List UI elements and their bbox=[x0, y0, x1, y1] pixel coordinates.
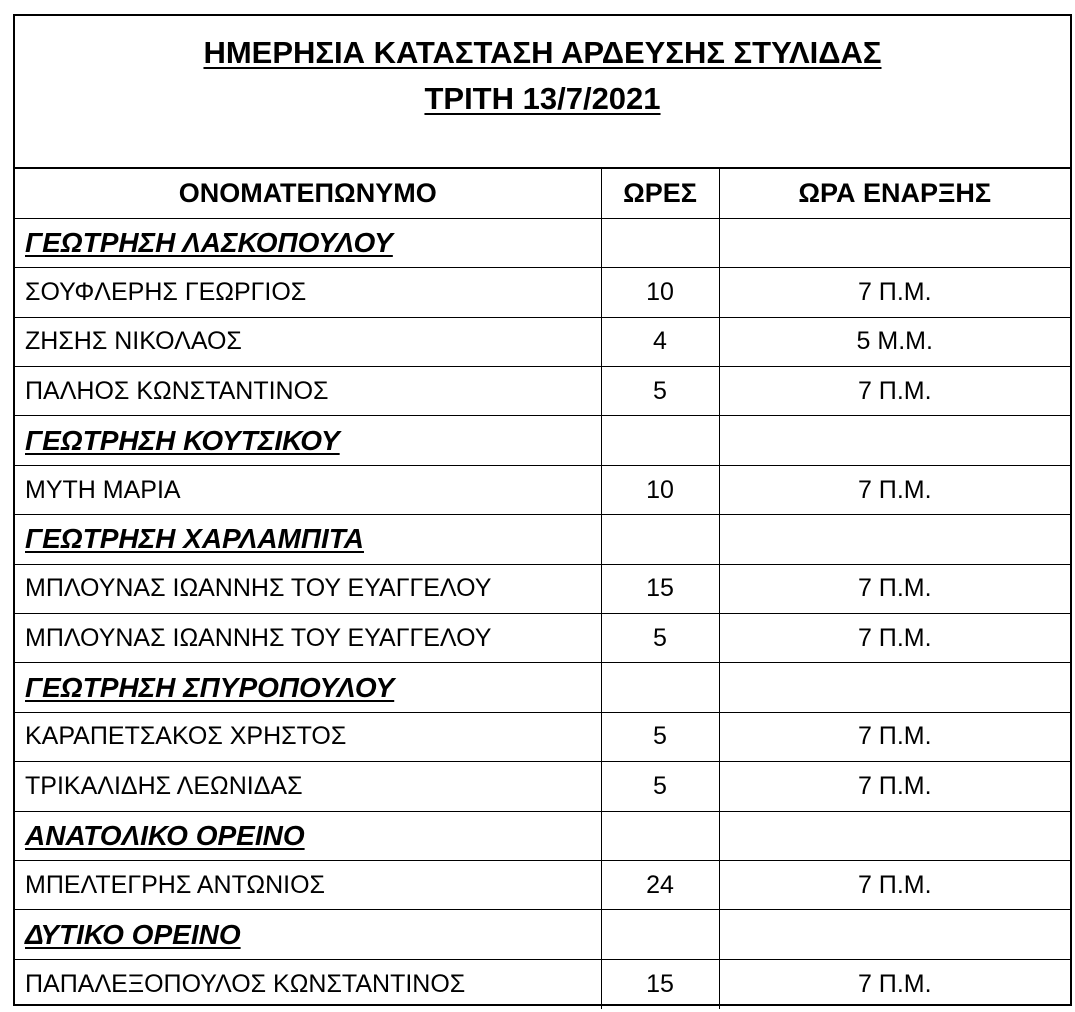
start-time-value: 5 Μ.Μ. bbox=[719, 317, 1070, 366]
section-empty-cell bbox=[601, 515, 719, 564]
section-title: ΓΕΩΤΡΗΣΗ ΛΑΣΚΟΠΟΥΛΟΥ bbox=[15, 218, 601, 267]
table-row bbox=[15, 465, 1070, 514]
section-empty-cell bbox=[719, 663, 1070, 712]
hours-value: 10 bbox=[601, 465, 719, 514]
section-row bbox=[15, 910, 1070, 959]
person-name: ΜΠΛΟΥΝΑΣ ΙΩΑΝΝΗΣ ΤΟΥ ΕΥΑΓΓΕΛΟΥ bbox=[15, 564, 601, 613]
section-empty-cell bbox=[601, 910, 719, 959]
table-row bbox=[15, 712, 1070, 761]
person-name: ΜΠΛΟΥΝΑΣ ΙΩΑΝΝΗΣ ΤΟΥ ΕΥΑΓΓΕΛΟΥ bbox=[15, 614, 601, 663]
start-time-value: 7 Π.Μ. bbox=[719, 860, 1070, 909]
section-empty-cell bbox=[601, 663, 719, 712]
header-name: ΟΝΟΜΑΤΕΠΩΝΥΜΟ bbox=[15, 169, 601, 218]
section-empty-cell bbox=[719, 910, 1070, 959]
hours-value: 15 bbox=[601, 564, 719, 613]
section-title: ΓΕΩΤΡΗΣΗ ΧΑΡΛΑΜΠΙΤΑ bbox=[15, 515, 601, 564]
section-empty-cell bbox=[601, 218, 719, 267]
start-time-value: 7 Π.Μ. bbox=[719, 367, 1070, 416]
person-name: ΚΑΡΑΠΕΤΣΑΚΟΣ ΧΡΗΣΤΟΣ bbox=[15, 712, 601, 761]
header-row bbox=[15, 169, 1070, 218]
section-row bbox=[15, 663, 1070, 712]
person-name: ΠΑΠΑΛΕΞΟΠΟΥΛΟΣ ΚΩΝΣΤΑΝΤΙΝΟΣ bbox=[15, 959, 601, 1008]
start-time-value: 7 Π.Μ. bbox=[719, 465, 1070, 514]
hours-value: 5 bbox=[601, 762, 719, 811]
hours-value: 5 bbox=[601, 712, 719, 761]
start-time-value: 7 Π.Μ. bbox=[719, 564, 1070, 613]
section-row bbox=[15, 515, 1070, 564]
title-block bbox=[15, 16, 1070, 169]
header-start-time: ΩΡΑ ΕΝΑΡΞΗΣ bbox=[719, 169, 1070, 218]
person-name: ΣΟΥΦΛΕΡΗΣ ΓΕΩΡΓΙΟΣ bbox=[15, 268, 601, 317]
start-time-value: 7 Π.Μ. bbox=[719, 268, 1070, 317]
table-row bbox=[15, 959, 1070, 1008]
start-time-value: 7 Π.Μ. bbox=[719, 712, 1070, 761]
start-time-value: 7 Π.Μ. bbox=[719, 614, 1070, 663]
document-title: ΗΜΕΡΗΣΙΑ ΚΑΤΑΣΤΑΣΗ ΑΡΔΕΥΣΗΣ ΣΤΥΛΙΔΑΣ bbox=[203, 35, 882, 70]
table-row bbox=[15, 317, 1070, 366]
hours-value: 15 bbox=[601, 959, 719, 1008]
section-row bbox=[15, 416, 1070, 465]
start-time-value: 7 Π.Μ. bbox=[719, 762, 1070, 811]
section-empty-cell bbox=[719, 416, 1070, 465]
table-row bbox=[15, 268, 1070, 317]
document-date: ΤΡΙΤΗ 13/7/2021 bbox=[424, 81, 661, 116]
hours-value: 4 bbox=[601, 317, 719, 366]
section-title: ΔΥΤΙΚΟ ΟΡΕΙΝΟ bbox=[15, 910, 601, 959]
section-empty-cell bbox=[719, 515, 1070, 564]
hours-value: 10 bbox=[601, 268, 719, 317]
person-name: ΤΡΙΚΑΛΙΔΗΣ ΛΕΩΝΙΔΑΣ bbox=[15, 762, 601, 811]
person-name: ΖΗΣΗΣ ΝΙΚΟΛΑΟΣ bbox=[15, 317, 601, 366]
hours-value: 5 bbox=[601, 367, 719, 416]
person-name: ΜΥΤΗ ΜΑΡΙΑ bbox=[15, 465, 601, 514]
header-hours: ΩΡΕΣ bbox=[601, 169, 719, 218]
table-row bbox=[15, 367, 1070, 416]
hours-value: 24 bbox=[601, 860, 719, 909]
section-empty-cell bbox=[601, 811, 719, 860]
section-empty-cell bbox=[719, 811, 1070, 860]
section-empty-cell bbox=[601, 416, 719, 465]
section-title: ΓΕΩΤΡΗΣΗ ΚΟΥΤΣΙΚΟΥ bbox=[15, 416, 601, 465]
section-empty-cell bbox=[719, 218, 1070, 267]
table-row bbox=[15, 762, 1070, 811]
table-row bbox=[15, 860, 1070, 909]
hours-value: 5 bbox=[601, 614, 719, 663]
table-row bbox=[15, 614, 1070, 663]
start-time-value: 7 Π.Μ. bbox=[719, 959, 1070, 1008]
irrigation-table bbox=[15, 169, 1070, 1009]
person-name: ΜΠΕΛΤΕΓΡΗΣ ΑΝΤΩΝΙΟΣ bbox=[15, 860, 601, 909]
section-row bbox=[15, 218, 1070, 267]
section-row bbox=[15, 811, 1070, 860]
irrigation-document bbox=[13, 14, 1072, 1006]
table-row bbox=[15, 564, 1070, 613]
section-title: ΑΝΑΤΟΛΙΚΟ ΟΡΕΙΝΟ bbox=[15, 811, 601, 860]
section-title: ΓΕΩΤΡΗΣΗ ΣΠΥΡΟΠΟΥΛΟΥ bbox=[15, 663, 601, 712]
person-name: ΠΑΛΗΟΣ ΚΩΝΣΤΑΝΤΙΝΟΣ bbox=[15, 367, 601, 416]
